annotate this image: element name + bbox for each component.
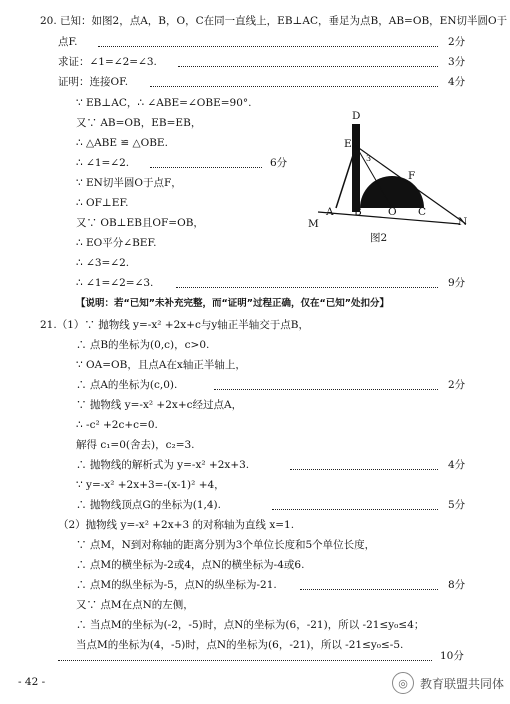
geometry-diagram — [300, 112, 480, 250]
q20-proof-line: ∴ ∠1=∠2. — [76, 157, 130, 169]
score-label: 4分 — [448, 459, 466, 471]
q21-line: 21.（1）∵ 抛物线 y=-x² +2x+c与y轴正半轴交于点B， — [40, 319, 310, 331]
q21-line: ∵ y=-x² +2x+3=-(x-1)² +4， — [76, 479, 225, 491]
post-eb — [352, 124, 360, 212]
label-e: E — [344, 138, 352, 150]
q20-given-line-2: 点F. — [58, 36, 78, 48]
dot-leader — [272, 509, 438, 510]
label-f: F — [408, 170, 416, 182]
label-angle-3: 3 — [366, 154, 372, 163]
q21-line: ∵ 点M，N到对称轴的距离分别为3个单位长度和5个单位长度， — [76, 539, 376, 551]
dot-leader — [58, 660, 432, 661]
q21-line: 又∵ 点M在点N的左侧， — [76, 599, 194, 611]
dot-leader — [214, 389, 438, 390]
score-label: 10分 — [440, 650, 464, 662]
score-label: 5分 — [448, 499, 466, 511]
dot-leader — [178, 66, 438, 67]
q21-line: ∴ 点B的坐标为(0,c)，c>0. — [76, 339, 210, 351]
q20-proof-line: ∴ OF⊥EF. — [76, 197, 129, 209]
page-number: - 42 - — [18, 676, 46, 688]
q21-line: ∴ 当点M的坐标为(-2，-5)时，点N的坐标为(6，-21)，所以 -21≤y₀≤4； — [76, 619, 425, 631]
label-angle-1: 1 — [353, 154, 359, 163]
score-label: 2分 — [448, 36, 466, 48]
dot-leader — [300, 589, 438, 590]
dot-leader — [150, 167, 262, 168]
watermark-text: 教育联盟共同体 — [420, 676, 505, 691]
q20-proof-line: ∴ △ABE ≌ △OBE. — [76, 137, 168, 149]
q20-proof-line: 又∵ AB=OB，EB=EB， — [76, 117, 202, 129]
dot-leader — [150, 86, 438, 87]
score-label: 6分 — [270, 157, 288, 169]
label-n: N — [458, 216, 468, 228]
label-m: M — [308, 218, 319, 230]
q21-line: ∴ 点M的横坐标为-2或4，点N的横坐标为-4或6. — [76, 559, 305, 571]
figure-caption: 图2 — [370, 232, 388, 244]
figure-2 — [300, 112, 480, 250]
label-d: D — [352, 110, 361, 122]
q20-proof-line: ∴ ∠3=∠2. — [76, 257, 130, 269]
q21-line: 当点M的坐标为(4，-5)时，点N的坐标为(6，-21)，所以 -21≤y₀≤-5. — [76, 639, 404, 651]
q21-line: （2）抛物线 y=-x² +2x+3 的对称轴为直线 x=1. — [58, 519, 295, 531]
watermark — [392, 670, 504, 696]
q21-line: 解得 c₁=0(舍去)，c₂=3. — [76, 439, 195, 451]
q20-proof-line: 又∵ OB⊥EB且OF=OB， — [76, 217, 204, 229]
q20-proof-line: ∴ EO平分∠BEF. — [76, 237, 157, 249]
dot-leader — [176, 287, 438, 288]
dot-leader — [290, 469, 438, 470]
q21-line: ∵ 抛物线 y=-x² +2x+c经过点A， — [76, 399, 243, 411]
q21-line: ∴ 抛物线顶点G的坐标为(1,4). — [76, 499, 221, 511]
label-c: C — [418, 206, 427, 218]
q20-proof-line: ∴ ∠1=∠2=∠3. — [76, 277, 154, 289]
score-label: 9分 — [448, 277, 466, 289]
label-a: A — [326, 206, 334, 218]
score-label: 3分 — [448, 56, 466, 68]
q21-line: ∴ 抛物线的解析式为 y=-x² +2x+3. — [76, 459, 250, 471]
dot-leader — [98, 46, 438, 47]
q20-proof-line: ∵ EN切半圆O于点F， — [76, 177, 182, 189]
q21-line: ∴ 点A的坐标为(c,0). — [76, 379, 178, 391]
score-label: 4分 — [448, 76, 466, 88]
score-label: 2分 — [448, 379, 466, 391]
q20-prove-line: 求证：∠1=∠2=∠3. — [58, 56, 157, 68]
q21-line: ∴ 点M的纵坐标为-5，点N的纵坐标为-21. — [76, 579, 277, 591]
q20-proof-line: ∵ EB⊥AC，∴ ∠ABE=∠OBE=90°. — [76, 97, 252, 109]
label-b: B — [354, 206, 362, 218]
label-o: O — [388, 206, 397, 218]
q20-proof-start: 证明：连接OF. — [58, 76, 129, 88]
grading-note: 【说明：若“已知”未补充完整，而“证明”过程正确，仅在“已知”处扣分】 — [76, 298, 389, 309]
score-label: 8分 — [448, 579, 466, 591]
wechat-logo-icon: ◎ — [392, 672, 414, 694]
q21-line: ∴ -c² +2c+c=0. — [76, 419, 158, 431]
q20-given-line-1: 20. 已知：如图2，点A，B，O，C在同一直线上，EB⊥AC，垂足为点B，AB=OB，EN切半圆O于 — [40, 15, 508, 27]
q21-line: ∵ OA=OB，且点A在x轴正半轴上， — [76, 359, 246, 371]
